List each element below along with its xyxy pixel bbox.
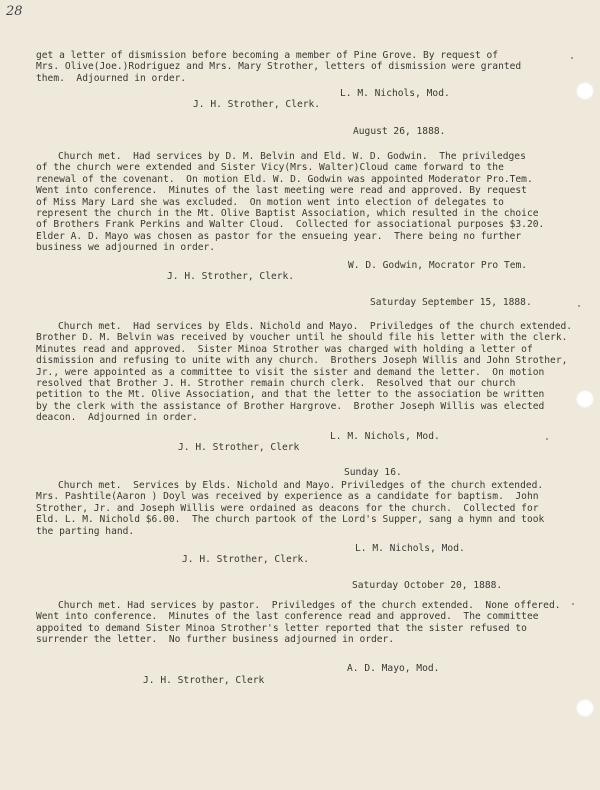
text-line: Elder A. D. Mayo was chosen as pastor for the ensueing year. There being no further [36, 230, 522, 242]
text-line: Brother D. M. Belvin was received by voucher until he should file his letter with the clerk. [36, 332, 568, 344]
moderator-signature: A. D. Mayo, Mod. [347, 663, 440, 674]
text-line: represent the church in the Mt. Olive Baptist Association, which resulted in the choice [36, 207, 539, 219]
text-line: Went into conference. Minutes of the last meeting were read and approved. By request [36, 185, 527, 197]
moderator-signature: W. D. Godwin, Mocrator Pro Tem. [348, 260, 528, 271]
page-number: 28 [6, 4, 23, 19]
moderator-signature: L. M. Nichols, Mod. [330, 431, 440, 442]
entry-3-body [36, 480, 594, 537]
entry-date: Sunday 16. [344, 467, 402, 478]
text-line: Jr., were appointed as a committee to visit the sister and demand the letter. On motion [36, 366, 545, 378]
clerk-signature: J. H. Strother, Clerk. [182, 554, 310, 565]
text-line: business we adjourned in order. [36, 242, 216, 254]
text-line: Church met. Had services by Elds. Nichold and Mayo. Priviledges of the church extended. [58, 321, 573, 332]
entry-date: Saturday October 20, 1888. [352, 580, 503, 591]
text-line: resolved that Brother J. H. Strother remain church clerk. Resolved that our church [36, 377, 516, 389]
entry-date: August 26, 1888. [353, 126, 446, 137]
text-line: Mrs. Pashtile(Aaron ) Doyl was received by experience as a candidate for baptism. John [36, 491, 539, 503]
text-line: deacon. Adjourned in order. [36, 412, 198, 424]
entry-1-body [36, 151, 594, 254]
text-line: Mrs. Olive(Joe.)Rodriguez and Mrs. Mary Strother, letters of dismission were granted [36, 61, 522, 73]
clerk-signature: J. H. Strother, Clerk [178, 442, 300, 453]
text-line: by the clerk with the assistance of Brother Hargrove. Brother Joseph Willis was elected [36, 400, 545, 412]
text-line: Church met. Had services by D. M. Belvin and Eld. W. D. Godwin. The priviledges [58, 151, 526, 162]
text-line: the parting hand. [36, 525, 135, 537]
text-line: Strother, Jr. and Joseph Willis were ordained as deacons for the church. Collected for [36, 502, 539, 514]
text-line: surrender the letter. No further business adjourned in order. [36, 634, 395, 646]
moderator-signature: L. M. Nichols, Mod. [340, 88, 450, 99]
clerk-signature: J. H. Strother, Clerk. [167, 271, 295, 282]
text-line: them. Adjourned in order. [36, 72, 187, 84]
text-line: Minutes read and approved. Sister Minoa Strother was charged with holding a letter of [36, 343, 533, 355]
text-line: Went into conference. Minutes of the last conference read and approved. The committee [36, 611, 539, 623]
text-line: of the church were extended and Sister Vicy(Mrs. Walter)Cloud came forward to the [36, 162, 504, 174]
text-line: renewal of the covenant. On motion Eld. W. D. Godwin was appointed Moderator Pro.Tem. [36, 173, 533, 185]
moderator-signature: L. M. Nichols, Mod. [355, 543, 465, 554]
clerk-signature: J. H. Strother, Clerk. [193, 99, 321, 110]
text-line: of Brothers Frank Perkins and Walter Cloud. Collected for associational purposes $3.20. [36, 219, 545, 231]
entry-date: Saturday September 15, 1888. [370, 297, 532, 308]
text-line: Church met. Had services by pastor. Priviledges of the church extended. None offered. [58, 600, 561, 611]
entry-2-body [36, 321, 594, 424]
clerk-signature: J. H. Strother, Clerk [143, 675, 265, 686]
text-line: petition to the Mt. Olive Association, and that the letter to the association be written [36, 389, 545, 401]
text-line: of Miss Mary Lard she was excluded. On motion went into election of delegates to [36, 196, 504, 208]
text-line: get a letter of dismission before becoming a member of Pine Grove. By request of [36, 50, 499, 61]
text-line: Eld. L. M. Nichold $6.00. The church partook of the Lord's Supper, sang a hymn and took [36, 514, 545, 526]
entry-4-body [36, 600, 594, 646]
text-line: Church met. Services by Elds. Nichold and Mayo. Priviledges of the church extended. [58, 480, 544, 491]
text-line: dismission and refusing to unite with any church. Brothers Joseph Willis and John Strother, [36, 355, 568, 367]
entry-0-body [36, 50, 594, 84]
text-line: appoited to demand Sister Minoa Strother's letter reported that the sister refused to [36, 622, 527, 634]
